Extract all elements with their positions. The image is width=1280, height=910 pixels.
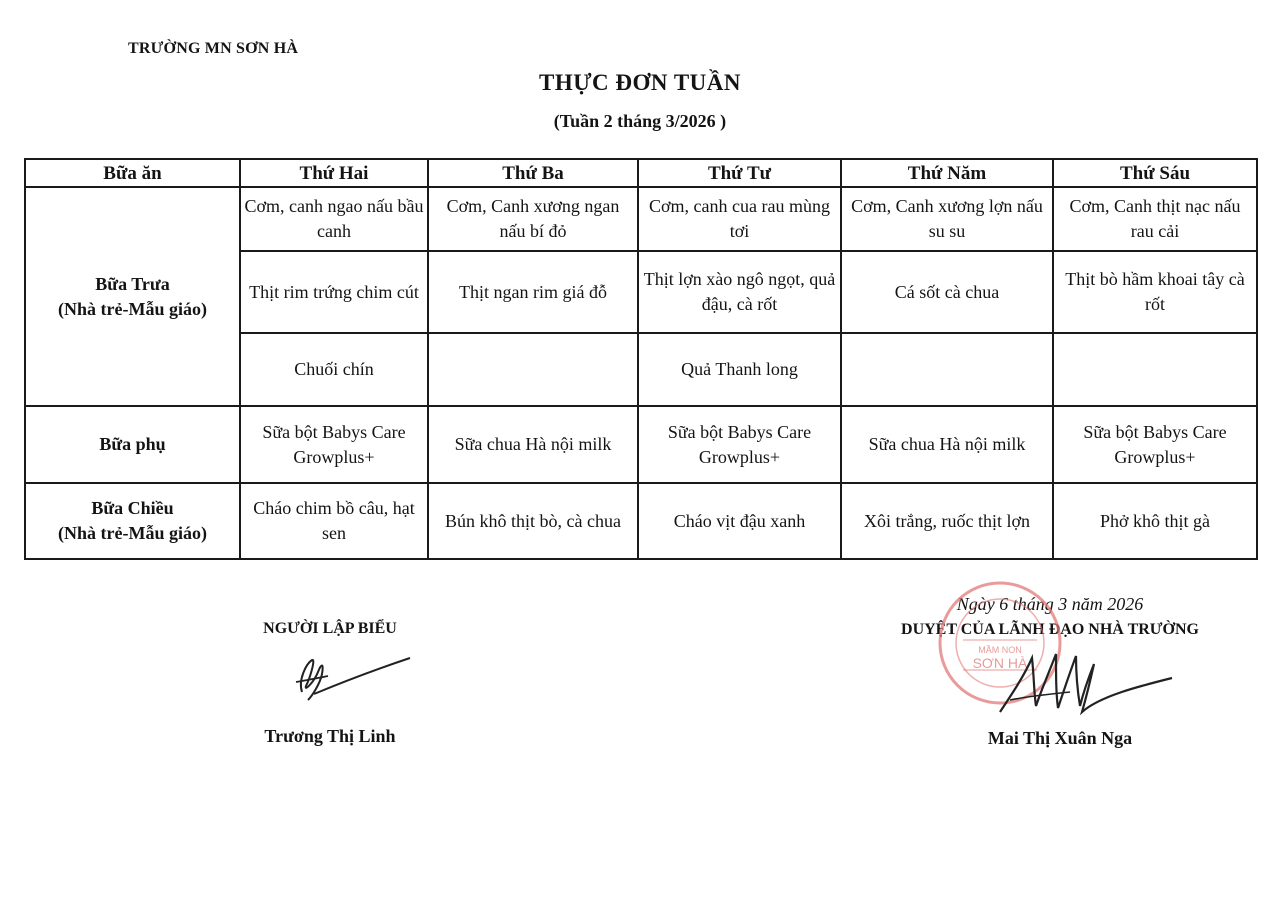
table-header-row (25, 159, 1257, 187)
school-name: TRƯỜNG MN SƠN HÀ (128, 40, 299, 57)
approver-signature (990, 636, 1180, 722)
meal-lunch-label (25, 187, 240, 406)
lunch-fruit-friday (1053, 333, 1257, 406)
lunch-fruit-tuesday (428, 333, 638, 406)
table-row (25, 483, 1257, 559)
lunch-fruit-thursday (841, 333, 1053, 406)
preparer-signature (288, 652, 418, 704)
snack-tuesday: Sữa chua Hà nội milk (428, 406, 638, 483)
preparer-role: NGƯỜI LẬP BIỂU (263, 620, 397, 637)
column-header-thursday: Thứ Năm (841, 159, 1053, 187)
page-subtitle: (Tuần 2 tháng 3/2026 ) (553, 111, 727, 131)
dinner-friday: Phở khô thịt gà (1053, 483, 1257, 559)
lunch-dish-thursday: Cá sốt cà chua (841, 251, 1053, 333)
lunch-main-wednesday: Cơm, canh cua rau mùng tơi (638, 187, 841, 251)
column-header-tuesday: Thứ Ba (428, 159, 638, 187)
stamp-text-top: MẦM NON (978, 645, 1022, 655)
meal-dinner-subtitle: (Nhà trẻ-Mẫu giáo) (58, 523, 207, 543)
lunch-fruit-wednesday: Quả Thanh long (638, 333, 841, 406)
column-header-monday: Thứ Hai (240, 159, 428, 187)
lunch-main-tuesday: Cơm, Canh xương ngan nấu bí đỏ (428, 187, 638, 251)
lunch-main-thursday: Cơm, Canh xương lợn nấu su su (841, 187, 1053, 251)
dinner-wednesday: Cháo vịt đậu xanh (638, 483, 841, 559)
meal-lunch-title: Bữa Trưa (95, 273, 170, 294)
preparer-name: Trương Thị Linh (264, 726, 396, 746)
weekly-menu-table (24, 158, 1258, 560)
lunch-main-monday: Cơm, canh ngao nấu bầu canh (240, 187, 428, 251)
dinner-thursday: Xôi trắng, ruốc thịt lợn (841, 483, 1053, 559)
lunch-dish-friday: Thịt bò hầm khoai tây cà rốt (1053, 251, 1257, 333)
table-row (25, 187, 1257, 251)
table-row (25, 406, 1257, 483)
lunch-main-friday: Cơm, Canh thịt nạc nấu rau cải (1053, 187, 1257, 251)
dinner-tuesday: Bún khô thịt bò, cà chua (428, 483, 638, 559)
page-title: THỰC ĐƠN TUẦN (538, 70, 741, 95)
meal-dinner-title: Bữa Chiều (91, 498, 174, 518)
lunch-fruit-monday: Chuối chín (240, 333, 428, 406)
column-header-wednesday: Thứ Tư (638, 159, 841, 187)
snack-wednesday: Sữa bột Babys Care Growplus+ (638, 406, 841, 483)
meal-lunch-subtitle: (Nhà trẻ-Mẫu giáo) (58, 298, 207, 319)
snack-monday: Sữa bột Babys Care Growplus+ (240, 406, 428, 483)
approval-date: Ngày 6 tháng 3 năm 2026 (956, 594, 1144, 614)
meal-dinner-label (25, 483, 240, 559)
lunch-dish-tuesday: Thịt ngan rim giá đỗ (428, 251, 638, 333)
snack-friday: Sữa bột Babys Care Growplus+ (1053, 406, 1257, 483)
lunch-dish-wednesday: Thịt lợn xào ngô ngọt, quả đậu, cà rốt (638, 251, 841, 333)
dinner-monday: Cháo chim bồ câu, hạt sen (240, 483, 428, 559)
column-header-meal: Bữa ăn (25, 159, 240, 187)
stamp-text-main: SƠN HÀ (972, 655, 1028, 671)
snack-thursday: Sữa chua Hà nội milk (841, 406, 1053, 483)
column-header-friday: Thứ Sáu (1053, 159, 1257, 187)
approver-name: Mai Thị Xuân Nga (987, 728, 1133, 748)
lunch-dish-monday: Thịt rim trứng chim cút (240, 251, 428, 333)
approver-role: DUYỆT CỦA LÃNH ĐẠO NHÀ TRƯỜNG (901, 621, 1199, 638)
meal-snack-label (25, 406, 240, 483)
meal-snack-title: Bữa phụ (99, 434, 166, 454)
